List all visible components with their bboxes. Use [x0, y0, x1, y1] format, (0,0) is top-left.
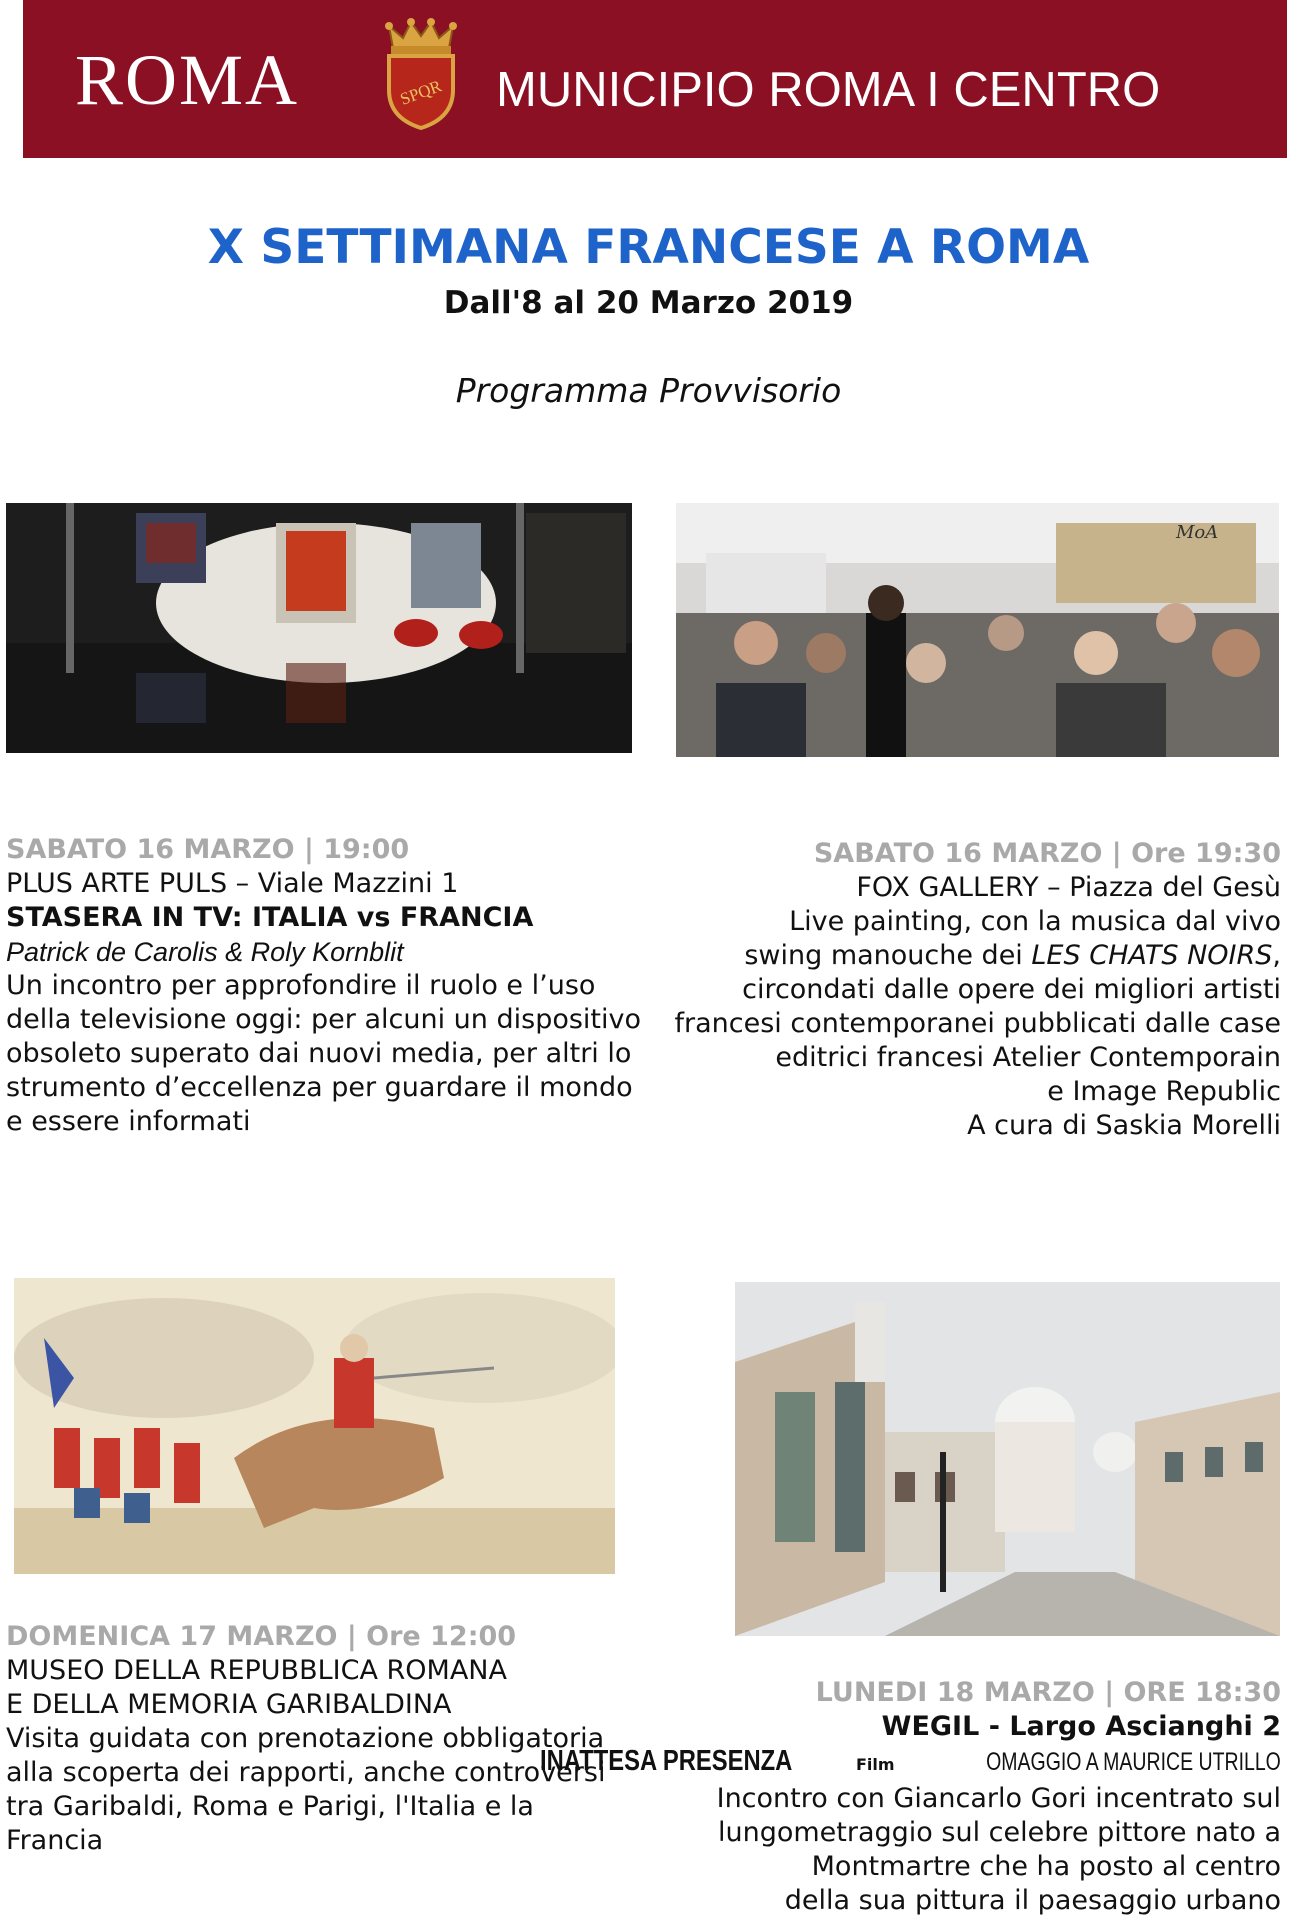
event-venue: E DELLA MEMORIA GARIBALDINA	[6, 1689, 452, 1720]
header-banner	[23, 0, 1287, 158]
event-description-line: lungometraggio sul celebre pittore nato a	[717, 1817, 1281, 1848]
event-plus-arte-puls	[6, 833, 641, 1139]
event-description-line: strumento d’eccellenza per guardare il mondo	[6, 1072, 633, 1103]
photo-signature: MoA	[1176, 522, 1219, 543]
homage-label: OMAGGIO A MAURICE UTRILLO	[986, 1748, 1281, 1776]
event-venue: MUSEO DELLA REPUBBLICA ROMANA	[6, 1655, 507, 1686]
event-description-line: Visita guidata con prenotazione obbligatoria	[6, 1723, 605, 1754]
event-description-line: Un incontro per approfondire il ruolo e l’uso	[6, 970, 596, 1001]
event-date: SABATO 16 MARZO | Ore 19:30	[813, 838, 1281, 869]
date-range: Dall'8 al 20 Marzo 2019	[443, 285, 854, 321]
fox-gallery-crowd-photo	[676, 503, 1279, 757]
spqr-label: SPQR	[397, 76, 445, 109]
event-description-line: e Image Republic	[1047, 1076, 1281, 1107]
event-fox-gallery	[675, 837, 1282, 1143]
event-date: SABATO 16 MARZO | 19:00	[6, 834, 410, 865]
event-headline: STASERA IN TV: ITALIA vs FRANCIA	[6, 902, 534, 933]
event-description-line: alla scoperta dei rapporti, anche controversi	[6, 1757, 606, 1788]
event-description-line: della televisione oggi: per alcuni un dispositivo	[6, 1004, 642, 1035]
event-date: LUNEDI 18 MARZO | ORE 18:30	[815, 1677, 1281, 1708]
utrillo-painting-image	[735, 1282, 1280, 1636]
event-wegil	[540, 1676, 1281, 1918]
event-description-line: Incontro con Giancarlo Gori incentrato sul	[716, 1783, 1281, 1814]
film-tag: Film	[855, 1755, 895, 1774]
roma-logo-text: ROMA	[75, 40, 300, 120]
event-venue: PLUS ARTE PULS – Viale Mazzini 1	[6, 868, 459, 899]
page-title: X SETTIMANA FRANCESE A ROMA	[207, 220, 1090, 275]
gallery-interior-photo	[6, 503, 632, 753]
event-description-line: della sua pittura il paesaggio urbano	[784, 1885, 1281, 1916]
event-date: DOMENICA 17 MARZO | Ore 12:00	[6, 1621, 517, 1652]
event-curator: A cura di Saskia Morelli	[967, 1110, 1281, 1141]
band-name: LES CHATS NOIRS	[1031, 940, 1273, 971]
event-description-line: obsoleto superato dai nuovi media, per altri lo	[6, 1038, 632, 1069]
film-line	[540, 1744, 1281, 1782]
event-people: Patrick de Carolis & Roly Kornblit	[6, 937, 404, 967]
event-description-line	[675, 939, 1282, 973]
event-description-line: tra Garibaldi, Roma e Parigi, l'Italia e la	[6, 1791, 534, 1822]
film-title: INATTESA PRESENZA	[539, 1745, 792, 1777]
municipio-title: MUNICIPIO ROMA I CENTRO	[496, 63, 1161, 117]
event-description-line: circondati dalle opere dei migliori artisti	[742, 974, 1281, 1005]
spqr-crest-icon	[375, 18, 467, 130]
event-description-line: Live painting, con la musica dal vivo	[789, 906, 1281, 937]
event-museo-garibaldino	[6, 1620, 605, 1858]
event-description-line: e essere informati	[6, 1106, 251, 1137]
garibaldi-print-image	[14, 1278, 615, 1574]
event-description-line: Francia	[6, 1825, 104, 1856]
line-text: swing manouche dei	[744, 940, 1032, 971]
event-description-line: francesi contemporanei pubblicati dalle case	[674, 1008, 1281, 1039]
event-venue: FOX GALLERY – Piazza del Gesù	[856, 872, 1281, 903]
line-text: ,	[1272, 940, 1281, 971]
event-venue: WEGIL - Largo Ascianghi 2	[881, 1711, 1281, 1742]
event-description-line: editrici francesi Atelier Contemporain	[775, 1042, 1281, 1073]
event-description-line: Montmartre che ha posto al centro	[811, 1851, 1281, 1882]
program-subtitle: Programma Provvisorio	[455, 371, 842, 410]
